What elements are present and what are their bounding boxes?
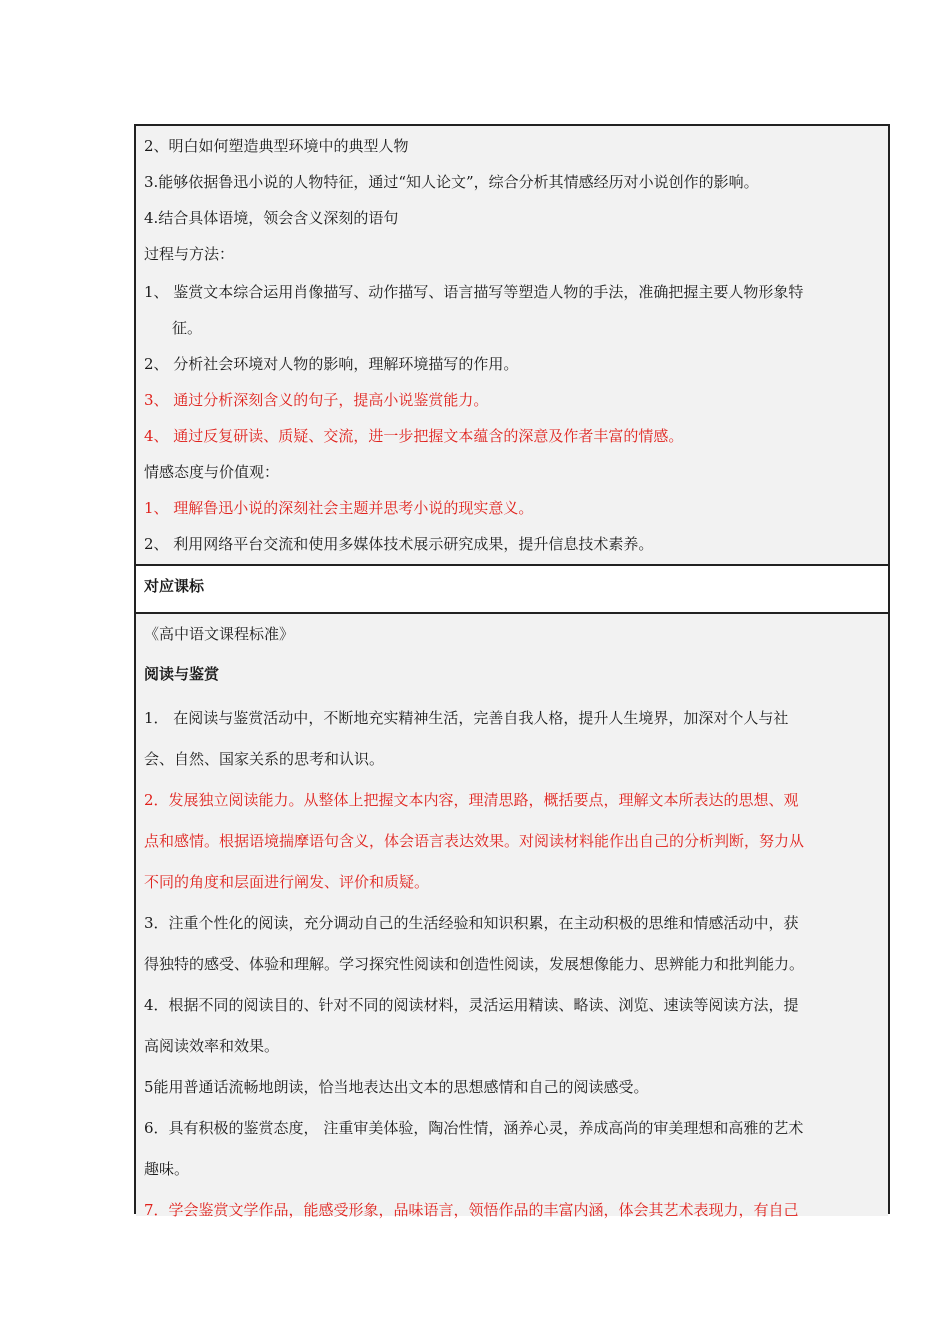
standards-item — [144, 1190, 880, 1231]
standards-item-line: 不同的角度和层面进行阐发、评价和质疑。 — [144, 873, 430, 891]
standards-source: 《高中语文课程标准》 — [144, 625, 295, 643]
attitude-values-heading: 情感态度与价值观： — [144, 463, 280, 481]
standards-item-line: 趣味。 — [144, 1160, 190, 1178]
lesson-plan-table — [134, 124, 890, 1219]
goal-line: 4.结合具体语境，领会含义深刻的语句 — [144, 209, 399, 227]
goal-line: 2、明白如何塑造典型环境中的典型人物 — [144, 137, 409, 155]
goal-line-continuation: 征。 — [172, 319, 203, 337]
standards-item-line: 1． 在阅读与鉴赏活动中，不断地充实精神生活，完善自我人格，提升人生境界，加深对个人与社 — [144, 709, 789, 727]
standards-item — [144, 1067, 880, 1108]
standards-list — [144, 698, 880, 1231]
standards-header-label: 对应课标 — [144, 577, 205, 595]
standards-item-line: 点和感情。根据语境揣摩语句含义，体会语言表达效果。对阅读材料能作出自己的分析判断，努力从 — [144, 832, 805, 850]
standards-item-line: 4．根据不同的阅读目的、针对不同的阅读材料，灵活运用精读、略读、浏览、速读等阅读方法，提 — [144, 996, 799, 1014]
standards-body-cell — [136, 612, 888, 1219]
standards-item-line: 高阅读效率和效果。 — [144, 1037, 280, 1055]
standards-item — [144, 1108, 880, 1190]
standards-item-line: 会、自然、国家关系的思考和认识。 — [144, 750, 385, 768]
process-method-heading: 过程与方法： — [144, 245, 235, 263]
standards-item-line: 2．发展独立阅读能力。从整体上把握文本内容，理清思路，概括要点，理解文本所表达的思想、观 — [144, 791, 799, 809]
standards-item — [144, 698, 880, 780]
standards-subtitle: 阅读与鉴赏 — [144, 665, 220, 683]
goal-line: 2、 分析社会环境对人物的影响，理解环境描写的作用。 — [144, 355, 519, 373]
goal-line: 1、 鉴赏文本综合运用肖像描写、动作描写、语言描写等塑造人物的手法，准确把握主要人物形象特 — [144, 283, 804, 301]
standards-item — [144, 903, 880, 985]
standards-item — [144, 780, 880, 903]
standards-item-line: 得独特的感受、体验和理解。学习探究性阅读和创造性阅读，发展想像能力、思辨能力和批判能力。 — [144, 955, 805, 973]
goal-line: 3.能够依据鲁迅小说的人物特征，通过“知人论文”，综合分析其情感经历对小说创作的影响。 — [144, 173, 759, 191]
standards-item-line: 7．学会鉴赏文学作品，能感受形象，品味语言，领悟作品的丰富内涵，体会其艺术表现力，有自己 — [144, 1201, 799, 1219]
standards-item-line: 5能用普通话流畅地朗读，恰当地表达出文本的思想感情和自己的阅读感受。 — [144, 1078, 649, 1096]
standards-item-line: 3．注重个性化的阅读，充分调动自己的生活经验和知识积累，在主动积极的思维和情感活动中，获 — [144, 914, 799, 932]
goal-line-highlighted: 3、 通过分析深刻含义的句子，提高小说鉴赏能力。 — [144, 391, 489, 409]
goal-line: 2、 利用网络平台交流和使用多媒体技术展示研究成果，提升信息技术素养。 — [144, 535, 654, 553]
goals-cell — [136, 126, 888, 564]
standards-item — [144, 985, 880, 1067]
standards-header-cell — [136, 564, 888, 612]
goal-line-highlighted: 4、 通过反复研读、质疑、交流，进一步把握文本蕴含的深意及作者丰富的情感。 — [144, 427, 684, 445]
standards-item-line: 6．具有积极的鉴赏态度， 注重审美体验，陶冶性情，涵养心灵，养成高尚的审美理想和高雅的艺术 — [144, 1119, 804, 1137]
goal-line-highlighted: 1、 理解鲁迅小说的深刻社会主题并思考小说的现实意义。 — [144, 499, 534, 517]
